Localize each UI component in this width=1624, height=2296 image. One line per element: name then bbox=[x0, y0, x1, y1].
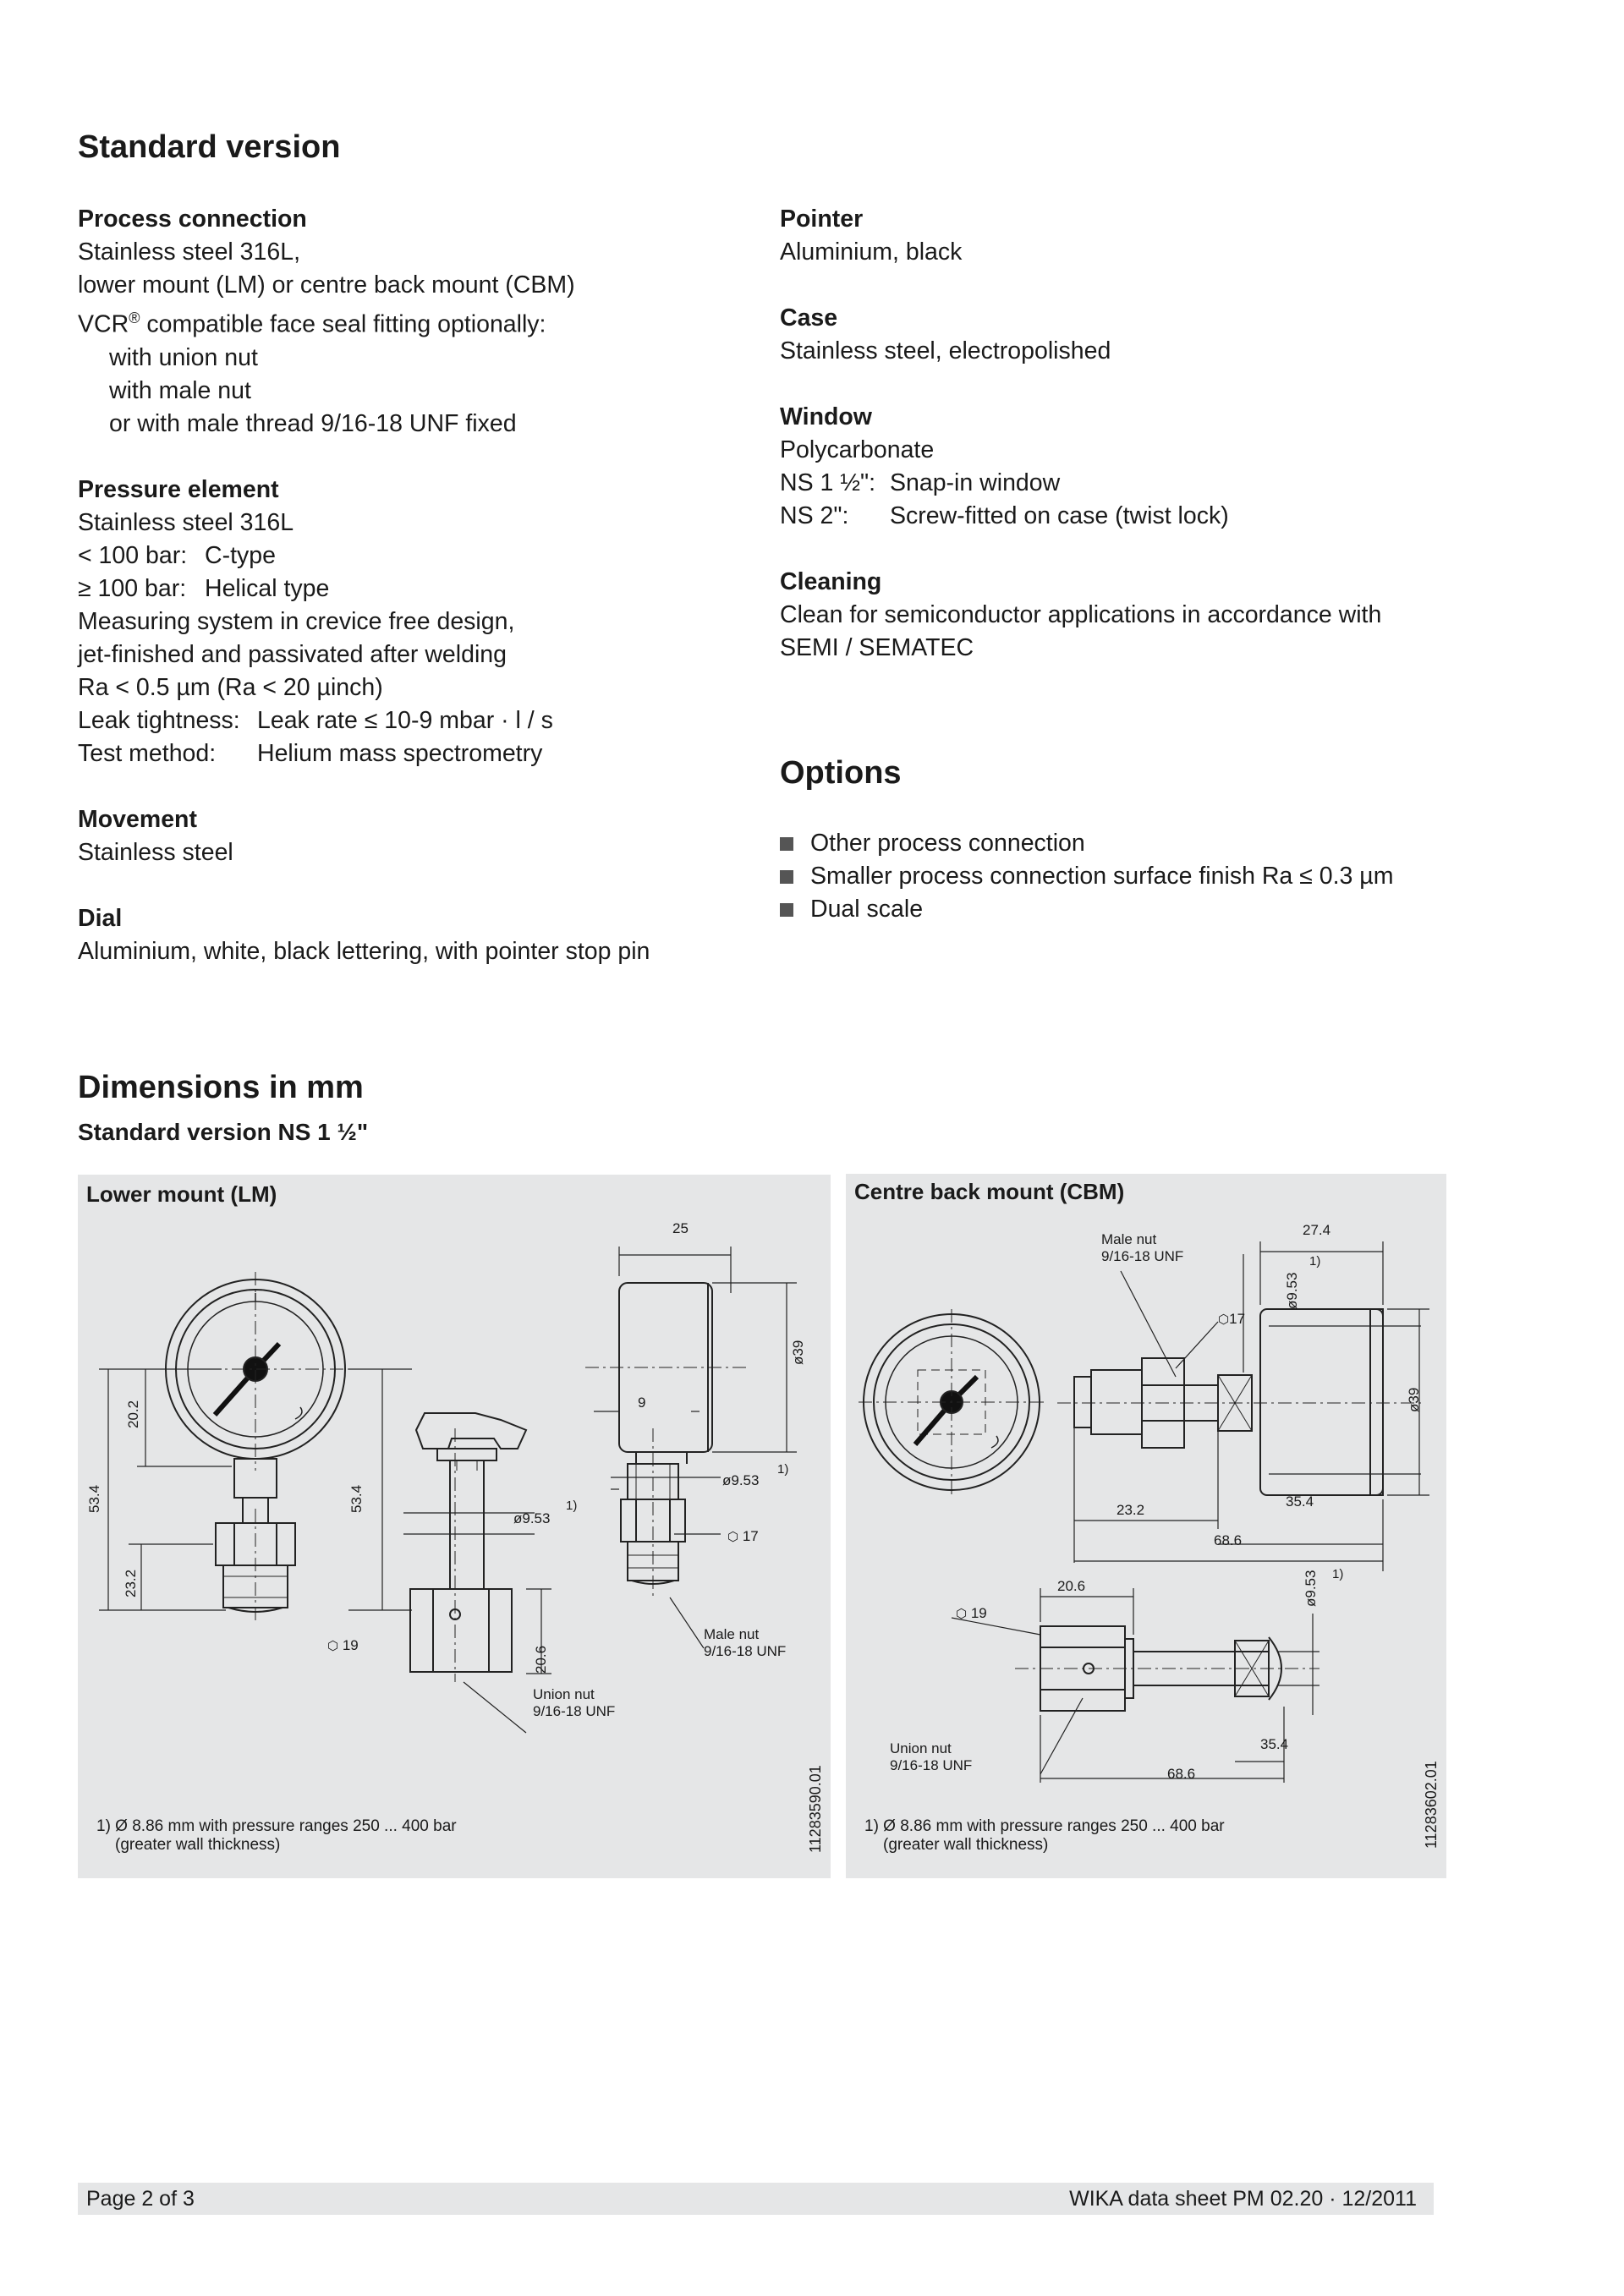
movement-title: Movement bbox=[78, 805, 197, 833]
ctype-row bbox=[78, 540, 754, 573]
spec-line: Stainless steel 316L bbox=[78, 508, 294, 536]
test-value: Helium mass spectrometry bbox=[257, 739, 543, 767]
cbm-doc-number: 11283602.01 bbox=[1423, 1761, 1440, 1849]
cbm-footnote bbox=[864, 1817, 1225, 1855]
bullet-square-icon bbox=[780, 903, 793, 917]
centre-back-mount-title: Centre back mount (CBM) bbox=[854, 1179, 1125, 1204]
footnote-marker: 1) bbox=[1309, 1254, 1321, 1269]
window-title: Window bbox=[780, 403, 872, 430]
registered-mark: ® bbox=[129, 310, 140, 326]
dim-23-2: 23.2 bbox=[1116, 1502, 1145, 1518]
spec-line: or with male thread 9/16-18 UNF fixed bbox=[109, 409, 517, 437]
spec-line: Aluminium, white, black lettering, with pointer stop pin bbox=[78, 937, 650, 965]
dimensions-subheading: Standard version NS 1 ½" bbox=[78, 1119, 369, 1145]
dim-dia-9-53-top: ø9.53 bbox=[1284, 1272, 1300, 1309]
footnote-marker: 1) bbox=[566, 1499, 578, 1513]
dim-dia-9-53-stem: ø9.53 bbox=[513, 1510, 551, 1526]
spec-line: lower mount (LM) or centre back mount (CBM) bbox=[78, 271, 575, 299]
cleaning-title: Cleaning bbox=[780, 568, 882, 595]
dim-53-4-side: 53.4 bbox=[348, 1484, 365, 1513]
dim-20-2: 20.2 bbox=[125, 1400, 141, 1428]
option-item bbox=[780, 827, 1393, 860]
pointer-title: Pointer bbox=[780, 205, 864, 233]
page-number: Page 2 of 3 bbox=[86, 2187, 195, 2211]
union-nut-label: Union nut bbox=[890, 1740, 952, 1756]
dim-35-4-top: 35.4 bbox=[1286, 1493, 1314, 1510]
union-nut-callout bbox=[890, 1740, 972, 1774]
ns1-value: Snap-in window bbox=[890, 469, 1061, 496]
bullet-square-icon bbox=[780, 870, 793, 884]
dim-20-6: 20.6 bbox=[533, 1645, 549, 1674]
bullet-square-icon bbox=[780, 837, 793, 851]
spec-line: Ra < 0.5 µm (Ra < 20 µinch) bbox=[78, 673, 383, 701]
page-footer bbox=[78, 2183, 1434, 2215]
vcr-suffix: compatible face seal fitting optionally: bbox=[140, 310, 546, 338]
footnote-line: (greater wall thickness) bbox=[883, 1836, 1049, 1854]
leak-value: Leak rate ≤ 10-9 mbar · l / s bbox=[257, 706, 553, 734]
option-text: Smaller process connection surface finish Ra ≤ 0.3 µm bbox=[810, 863, 1394, 890]
vcr-prefix: VCR bbox=[78, 310, 129, 338]
male-nut-thread: 9/16-18 UNF bbox=[1101, 1248, 1184, 1264]
ns2-label: NS 2": bbox=[780, 502, 849, 529]
helical-value: Helical type bbox=[205, 574, 330, 602]
dim-53-4-left: 53.4 bbox=[86, 1484, 102, 1513]
hexagon-icon: ⬡ bbox=[327, 1639, 339, 1653]
footnote-line: (greater wall thickness) bbox=[115, 1836, 281, 1854]
union-nut-thread: 9/16-18 UNF bbox=[890, 1757, 973, 1773]
leak-row bbox=[78, 704, 754, 737]
movement-section bbox=[78, 803, 754, 869]
lm-doc-number: 11283590.01 bbox=[807, 1765, 824, 1853]
dim-23-2: 23.2 bbox=[123, 1569, 139, 1597]
ctype-label: < 100 bar: bbox=[78, 541, 188, 569]
hex-17-label bbox=[1218, 1311, 1245, 1328]
spec-line: SEMI / SEMATEC bbox=[780, 634, 974, 661]
hexagon-icon: ⬡ bbox=[727, 1530, 739, 1544]
ns1-label: NS 1 ½": bbox=[780, 469, 876, 496]
right-spec-column bbox=[780, 203, 1457, 665]
dim-dia-39: ø39 bbox=[790, 1340, 806, 1365]
process-connection-section bbox=[78, 203, 754, 441]
spec-line: jet-finished and passivated after welding bbox=[78, 640, 507, 668]
lm-footnote bbox=[96, 1817, 457, 1855]
lm-dimension-labels bbox=[78, 1175, 831, 1878]
process-connection-title: Process connection bbox=[78, 205, 307, 233]
hex-19-label bbox=[956, 1605, 987, 1622]
datasheet-reference: WIKA data sheet PM 02.20 · 12/2011 bbox=[1069, 2187, 1417, 2211]
spec-line: Measuring system in crevice free design, bbox=[78, 607, 515, 635]
vcr-line bbox=[78, 302, 754, 342]
case-section bbox=[780, 302, 1457, 368]
helical-row bbox=[78, 573, 754, 606]
helical-label: ≥ 100 bar: bbox=[78, 574, 187, 602]
left-spec-column bbox=[78, 203, 754, 968]
pressure-element-title: Pressure element bbox=[78, 475, 279, 503]
hexagon-icon: ⬡ bbox=[956, 1607, 968, 1621]
hex-19: 19 bbox=[970, 1605, 987, 1621]
spec-line: Clean for semiconductor applications in accordance with bbox=[780, 601, 1382, 628]
spec-line: with male nut bbox=[109, 376, 251, 404]
union-nut-thread: 9/16-18 UNF bbox=[533, 1703, 616, 1719]
footnote-line: 1) Ø 8.86 mm with pressure ranges 250 ... 400 bar bbox=[864, 1817, 1225, 1835]
union-nut-label: Union nut bbox=[533, 1686, 595, 1702]
dim-9: 9 bbox=[638, 1395, 646, 1411]
ctype-value: C-type bbox=[205, 541, 276, 569]
dim-25: 25 bbox=[672, 1220, 689, 1236]
hex-19: 19 bbox=[342, 1637, 359, 1653]
dim-68-6-top: 68.6 bbox=[1214, 1532, 1243, 1548]
spec-line: with union nut bbox=[109, 343, 258, 371]
dim-35-4-bottom: 35.4 bbox=[1260, 1736, 1289, 1752]
hex-17: 17 bbox=[1229, 1311, 1246, 1327]
dim-dia-39: ø39 bbox=[1406, 1387, 1422, 1412]
hex-17-label bbox=[727, 1528, 759, 1545]
dial-section bbox=[78, 902, 754, 968]
window-section bbox=[780, 401, 1457, 533]
dimensions-heading: Dimensions in mm bbox=[78, 1070, 364, 1105]
test-label: Test method: bbox=[78, 739, 217, 767]
spec-line: Stainless steel bbox=[78, 838, 233, 866]
dim-27-4: 27.4 bbox=[1303, 1222, 1331, 1238]
options-heading: Options bbox=[780, 755, 902, 791]
cbm-dimension-labels bbox=[846, 1174, 1446, 1878]
male-nut-callout bbox=[704, 1626, 786, 1660]
dim-dia-9-53-bottom: ø9.53 bbox=[1303, 1570, 1319, 1607]
dim-68-6-bottom: 68.6 bbox=[1167, 1766, 1196, 1782]
hex-17: 17 bbox=[742, 1528, 759, 1544]
union-nut-callout bbox=[533, 1686, 615, 1720]
male-nut-label: Male nut bbox=[704, 1626, 760, 1642]
ns2-value: Screw-fitted on case (twist lock) bbox=[890, 502, 1229, 529]
spec-line: Aluminium, black bbox=[780, 238, 963, 266]
spec-line: Stainless steel 316L, bbox=[78, 238, 300, 266]
footnote-line: 1) Ø 8.86 mm with pressure ranges 250 ... 400 bar bbox=[96, 1817, 457, 1835]
case-title: Case bbox=[780, 304, 838, 332]
option-item bbox=[780, 860, 1393, 893]
ns2-row bbox=[780, 500, 1457, 533]
hexagon-icon: ⬡ bbox=[1218, 1312, 1230, 1327]
option-item bbox=[780, 893, 1393, 926]
test-row bbox=[78, 737, 754, 770]
lower-mount-title: Lower mount (LM) bbox=[86, 1181, 277, 1207]
dim-20-6: 20.6 bbox=[1057, 1578, 1086, 1594]
ns1-row bbox=[780, 467, 1457, 500]
option-text: Dual scale bbox=[810, 896, 924, 923]
hex-19-label bbox=[327, 1637, 359, 1654]
options-list bbox=[780, 827, 1393, 926]
footnote-marker: 1) bbox=[1332, 1567, 1344, 1581]
centre-back-mount-panel bbox=[846, 1174, 1446, 1878]
male-nut-label: Male nut bbox=[1101, 1231, 1157, 1247]
spec-line: Polycarbonate bbox=[780, 436, 935, 463]
male-nut-thread: 9/16-18 UNF bbox=[704, 1643, 787, 1659]
lower-mount-panel bbox=[78, 1175, 831, 1878]
pressure-element-section bbox=[78, 474, 754, 770]
male-nut-callout bbox=[1101, 1231, 1183, 1265]
standard-version-heading: Standard version bbox=[78, 129, 341, 165]
option-text: Other process connection bbox=[810, 830, 1085, 857]
cleaning-section bbox=[780, 566, 1457, 665]
pointer-section bbox=[780, 203, 1457, 269]
spec-line: Stainless steel, electropolished bbox=[780, 337, 1111, 364]
footnote-marker: 1) bbox=[777, 1462, 789, 1477]
dial-title: Dial bbox=[78, 904, 123, 932]
leak-label: Leak tightness: bbox=[78, 706, 240, 734]
dim-dia-9-53-profile: ø9.53 bbox=[722, 1472, 760, 1488]
